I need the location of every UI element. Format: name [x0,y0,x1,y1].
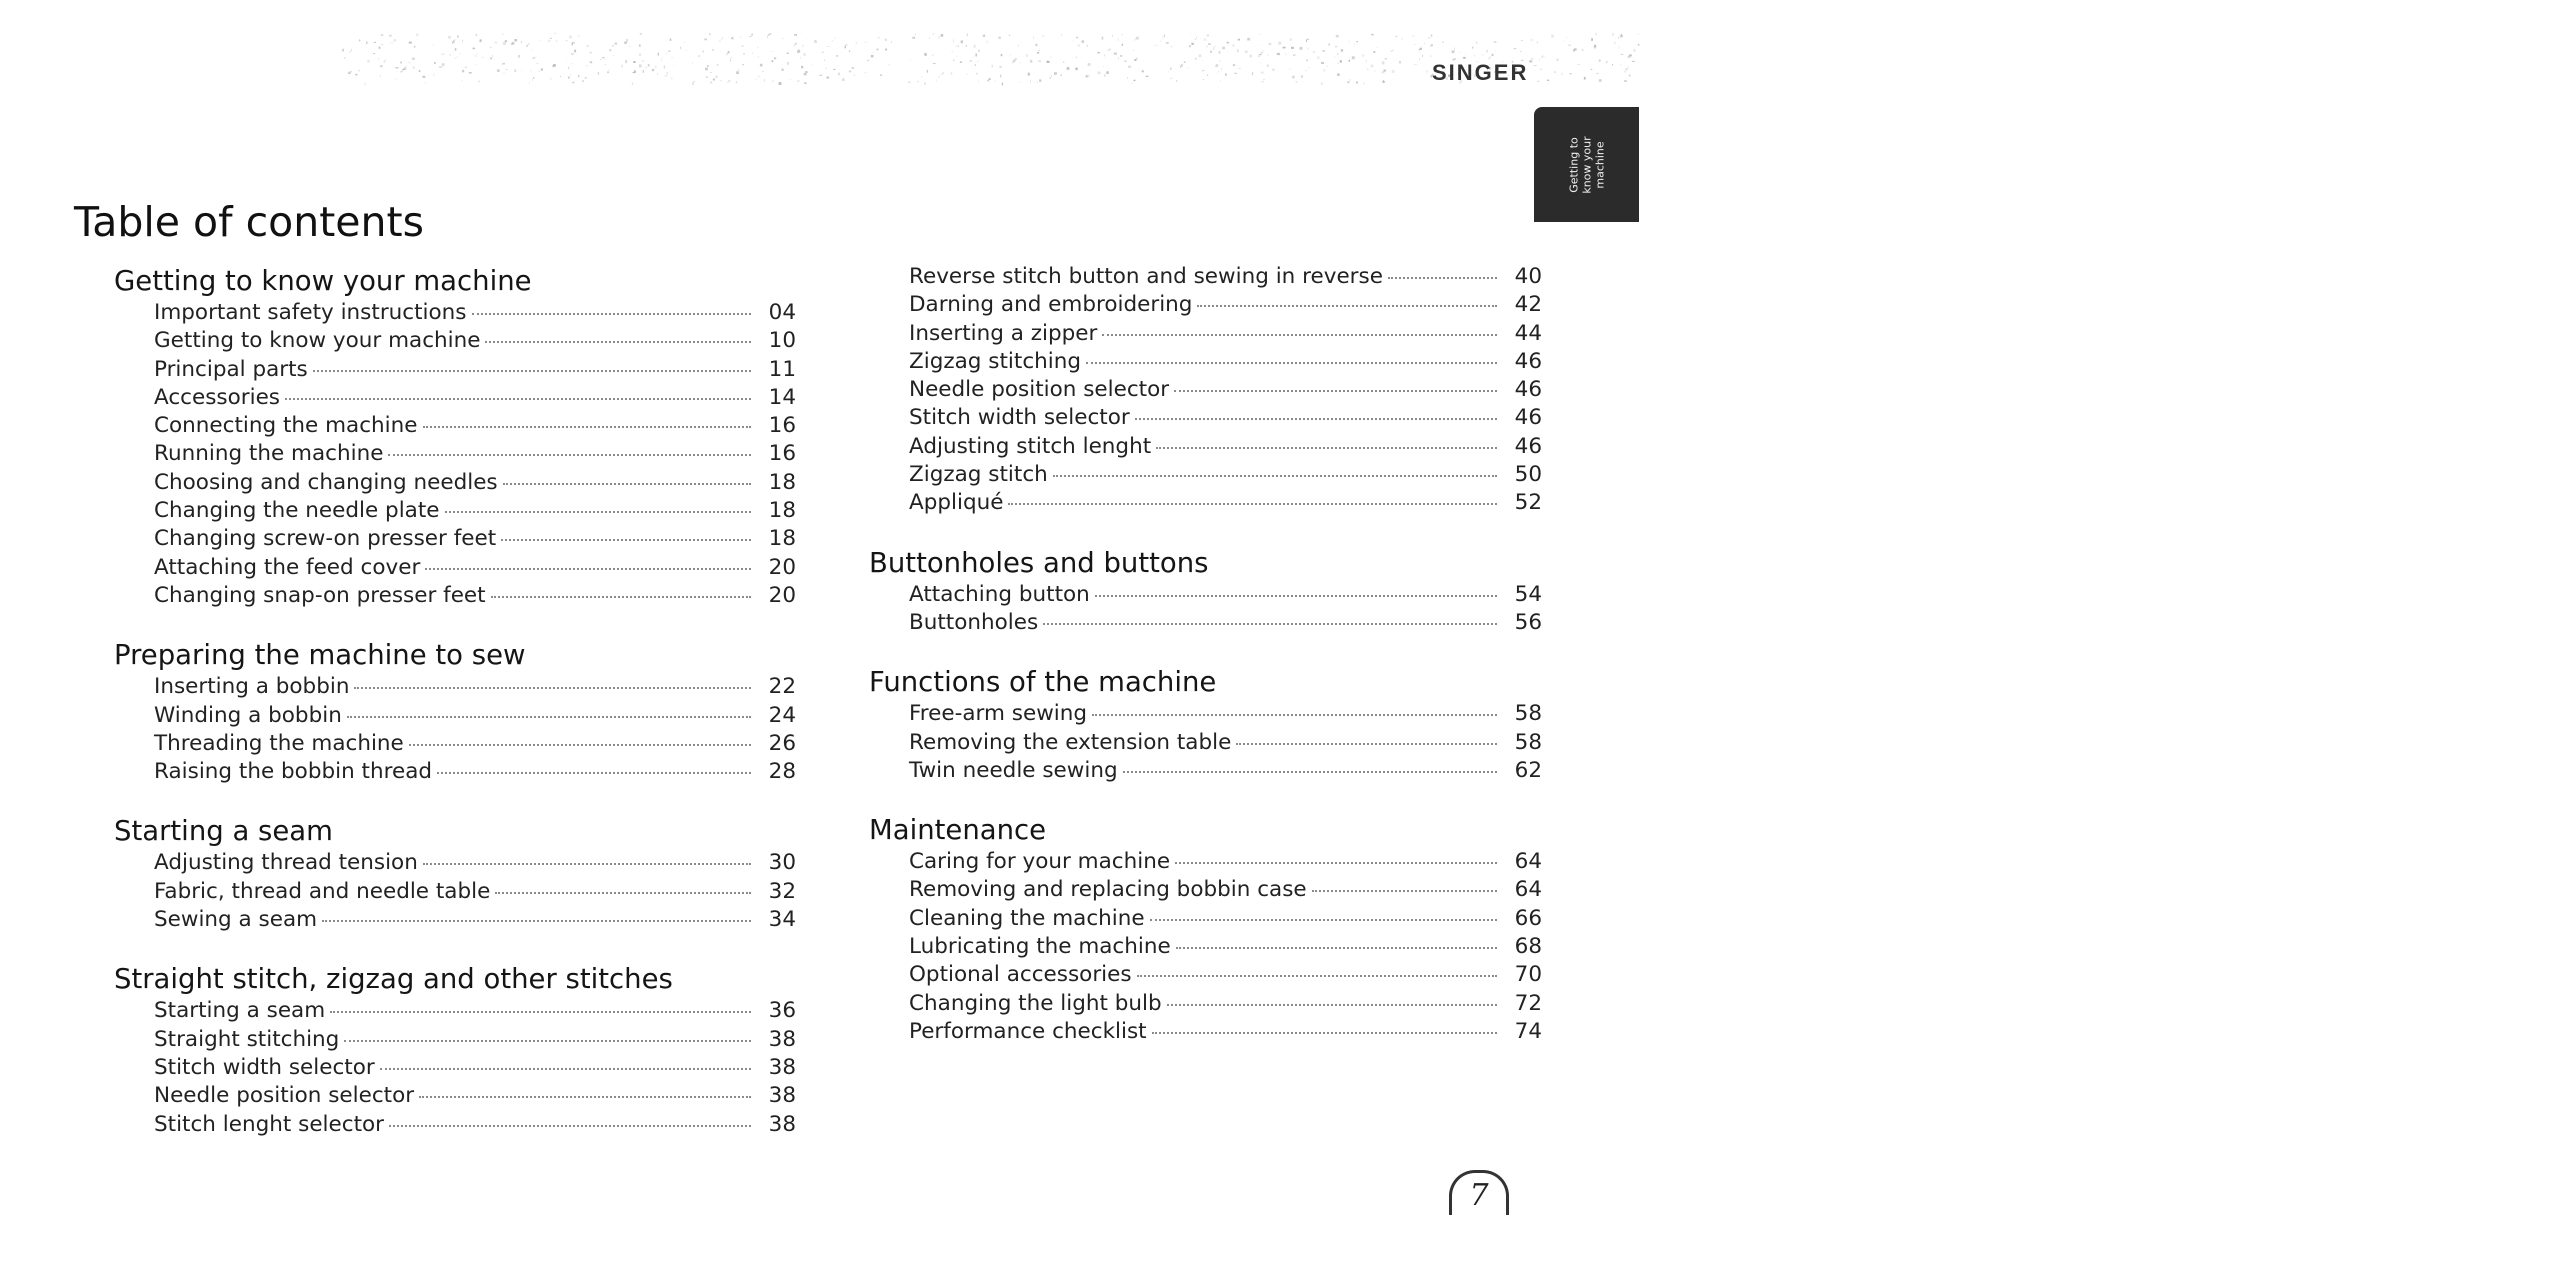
dot-leader [419,1096,751,1098]
toc-entry[interactable] [154,1026,796,1054]
toc-entry-page: 58 [1514,729,1542,755]
toc-entry-page: 24 [768,702,796,728]
toc-entry-label: Fabric, thread and needle table [154,878,491,904]
toc-entry-label: Optional accessories [909,962,1132,988]
toc-entry[interactable] [909,433,1542,461]
toc-entry[interactable] [154,384,796,412]
toc-entry-page: 20 [768,582,796,608]
dot-leader [322,920,751,922]
toc-entry-page: 16 [768,413,796,439]
toc-entry-label: Choosing and changing needles [154,469,498,495]
toc-entry-label: Inserting a bobbin [154,674,350,700]
toc-section [114,637,796,786]
dot-leader [1150,919,1497,921]
toc-entry[interactable] [909,404,1542,432]
toc-entry-label: Connecting the machine [154,413,418,439]
toc-entry[interactable] [154,1054,796,1082]
toc-entry-label: Needle position selector [154,1083,415,1109]
toc-entry[interactable] [909,263,1542,291]
toc-entry[interactable] [154,878,796,906]
toc-entry[interactable] [909,1018,1542,1046]
toc-entry-page: 36 [768,998,796,1024]
toc-entry-page: 34 [768,907,796,933]
dot-leader [472,313,752,315]
toc-entry-page: 58 [1514,701,1542,727]
toc-entry-label: Needle position selector [909,377,1170,403]
dot-leader [425,568,751,570]
dot-leader [1175,862,1497,864]
toc-entry-page: 20 [768,554,796,580]
toc-entry-label: Threading the machine [154,730,404,756]
dot-leader [1236,743,1497,745]
toc-entry[interactable] [154,906,796,934]
toc-section [869,263,1542,518]
toc-section [869,545,1542,638]
dot-leader [1053,475,1497,477]
dot-leader [437,772,751,774]
toc-entry-label: Zigzag stitching [909,348,1082,374]
toc-entry[interactable] [909,757,1542,785]
dot-leader [445,511,751,513]
toc-entry-page: 46 [1514,348,1542,374]
toc-entry-page: 44 [1514,320,1542,346]
toc-entry-page: 10 [768,328,796,354]
toc-entry[interactable] [909,609,1542,637]
toc-entry[interactable] [154,525,796,553]
dot-leader [330,1011,751,1013]
toc-entry-page: 70 [1514,962,1542,988]
toc-entry-label: Stitch width selector [154,1054,375,1080]
toc-entry[interactable] [909,320,1542,348]
toc-section-title: Functions of the machine [869,666,1217,699]
toc-entry-page: 52 [1514,490,1542,516]
toc-entry-page: 46 [1514,377,1542,403]
toc-entry[interactable] [154,702,796,730]
dot-leader [1008,503,1497,505]
toc-section-title: Preparing the machine to sew [114,639,526,672]
toc-entry-page: 32 [768,878,796,904]
toc-entry-label: Caring for your machine [909,849,1171,875]
dot-leader [423,863,751,865]
toc-entry[interactable] [909,905,1542,933]
toc-entry-page: 54 [1514,581,1542,607]
dot-leader [501,539,751,541]
toc-entry[interactable] [154,849,796,877]
dot-leader [380,1068,751,1070]
toc-entry-label: Changing snap-on presser feet [154,582,486,608]
toc-entry[interactable] [154,730,796,758]
toc-entry[interactable] [909,376,1542,404]
toc-entry-label: Buttonholes [909,609,1039,635]
toc-entry-label: Stitch lenght selector [154,1111,385,1137]
toc-entry-label: Straight stitching [154,1026,340,1052]
toc-entry-page: 72 [1514,990,1542,1016]
toc-entry-page: 66 [1514,905,1542,931]
toc-entry[interactable] [154,554,796,582]
toc-entry-page: 28 [768,759,796,785]
brand-logo: SINGER [1432,60,1529,85]
toc-entry-page: 38 [768,1111,796,1137]
toc-entry-page: 11 [768,356,796,382]
toc-entry[interactable] [909,291,1542,319]
toc-entry-page: 16 [768,441,796,467]
toc-entry-label: Important safety instructions [154,300,467,325]
toc-entry-label: Changing the needle plate [154,498,440,524]
toc-entry-page: 04 [768,300,796,325]
toc-section [869,664,1542,785]
toc-entry-label: Adjusting thread tension [154,850,418,876]
toc-entry-page: 40 [1514,264,1542,289]
toc-entry[interactable] [154,440,796,468]
page-number: 7 [1449,1170,1509,1215]
toc-entry[interactable] [154,1111,796,1139]
toc-entry-label: Sewing a seam [154,907,318,933]
toc-entry[interactable] [909,729,1542,757]
toc-section [869,812,1542,1046]
toc-entry-page: 64 [1514,849,1542,875]
dot-leader [1102,334,1497,336]
toc-entry[interactable] [154,673,796,701]
toc-entry[interactable] [909,990,1542,1018]
dot-leader [1043,623,1497,625]
chapter-side-tab-label: Getting to know your machine [1567,135,1606,194]
toc-entry-page: 64 [1514,877,1542,903]
toc-entry-page: 30 [768,850,796,876]
toc-entry-page: 38 [768,1083,796,1109]
toc-entry-page: 42 [1514,292,1542,318]
toc-entry[interactable] [154,1082,796,1110]
toc-entry-label: Twin needle sewing [909,757,1118,783]
toc-entry[interactable] [909,700,1542,728]
dot-leader [1135,418,1497,420]
dot-leader [1123,771,1497,773]
toc-entry-label: Stitch width selector [909,405,1130,431]
toc-entry-label: Performance checklist [909,1018,1147,1044]
dot-leader [1388,277,1497,279]
page-title: Table of contents [74,198,424,246]
toc-entry-page: 14 [768,384,796,410]
dot-leader [354,687,751,689]
toc-entry-label: Changing screw-on presser feet [154,526,497,552]
dot-leader [1086,362,1497,364]
toc-column-left [114,263,796,1166]
toc-entry-label: Principal parts [154,356,308,382]
toc-entry-label: Raising the bobbin thread [154,759,433,785]
toc-entry[interactable] [154,497,796,525]
toc-entry-label: Adjusting stitch lenght [909,433,1152,459]
dot-leader [313,370,751,372]
toc-entry-label: Reverse stitch button and sewing in reverse [909,264,1383,289]
toc-entry-label: Darning and embroidering [909,292,1193,318]
toc-entry[interactable] [909,848,1542,876]
toc-entry-page: 18 [768,469,796,495]
toc-section-title: Buttonholes and buttons [869,546,1209,579]
toc-entry-label: Attaching the feed cover [154,554,421,580]
toc-entry-label: Removing the extension table [909,729,1232,755]
toc-entry[interactable] [154,758,796,786]
toc-entry-page: 50 [1514,462,1542,488]
toc-entry-page: 46 [1514,405,1542,431]
dot-leader [1176,947,1497,949]
dot-leader [1095,595,1497,597]
toc-entry-label: Winding a bobbin [154,702,342,728]
toc-section [114,263,796,610]
dot-leader [1167,1004,1497,1006]
dot-leader [1092,714,1497,716]
toc-entry-page: 68 [1514,934,1542,960]
toc-entry-label: Attaching button [909,581,1090,607]
toc-entry-label: Accessories [154,384,280,410]
toc-section [114,813,796,934]
toc-column-right [869,263,1542,1073]
toc-entry-page: 38 [768,1054,796,1080]
toc-entry-page: 38 [768,1026,796,1052]
toc-entry[interactable] [909,933,1542,961]
toc-entry[interactable] [154,469,796,497]
dot-leader [1137,975,1497,977]
toc-entry[interactable] [909,489,1542,517]
toc-entry[interactable] [909,961,1542,989]
chapter-side-tab [1534,107,1639,222]
toc-entry-label: Changing the light bulb [909,990,1162,1016]
toc-entry-page: 18 [768,526,796,552]
toc-entry[interactable] [909,876,1542,904]
dot-leader [1152,1032,1497,1034]
toc-entry-page: 56 [1514,609,1542,635]
toc-entry[interactable] [154,299,796,327]
toc-entry-page: 26 [768,730,796,756]
toc-entry[interactable] [909,348,1542,376]
dot-leader [485,341,751,343]
dot-leader [491,596,751,598]
toc-entry[interactable] [154,327,796,355]
toc-entry-label: Zigzag stitch [909,462,1048,488]
toc-section-title: Getting to know your machine [114,265,532,297]
toc-entry-label: Removing and replacing bobbin case [909,877,1307,903]
toc-section-title: Starting a seam [114,815,333,848]
dot-leader [344,1040,751,1042]
toc-entry-page: 62 [1514,757,1542,783]
toc-entry[interactable] [154,582,796,610]
toc-entry-label: Getting to know your machine [154,328,481,354]
dot-leader [1197,305,1497,307]
toc-entry[interactable] [909,581,1542,609]
toc-entry-label: Cleaning the machine [909,905,1145,931]
toc-entry-label: Lubricating the machine [909,934,1171,960]
toc-entry-label: Starting a seam [154,998,326,1024]
dot-leader [347,716,751,718]
dot-leader [388,454,751,456]
dot-leader [423,426,752,428]
dot-leader [389,1125,751,1127]
toc-entry-page: 18 [768,498,796,524]
toc-section [114,961,796,1138]
toc-entry-label: Running the machine [154,441,384,467]
dot-leader [409,744,751,746]
dot-leader [285,398,751,400]
toc-section-title: Straight stitch, zigzag and other stitches [114,963,673,996]
toc-entry[interactable] [909,461,1542,489]
dot-leader [1312,890,1497,892]
toc-entry-label: Appliqué [909,490,1004,516]
toc-entry-page: 46 [1514,433,1542,459]
dot-leader [1174,390,1497,392]
toc-entry-page: 74 [1514,1018,1542,1044]
toc-entry[interactable] [154,997,796,1025]
toc-entry-label: Inserting a zipper [909,320,1098,346]
toc-entry[interactable] [154,412,796,440]
dot-leader [495,892,751,894]
toc-entry-page: 22 [768,674,796,700]
toc-section-title: Maintenance [869,814,1047,847]
toc-entry[interactable] [154,356,796,384]
dot-leader [1156,447,1497,449]
toc-entry-label: Free-arm sewing [909,701,1088,727]
dot-leader [503,483,751,485]
